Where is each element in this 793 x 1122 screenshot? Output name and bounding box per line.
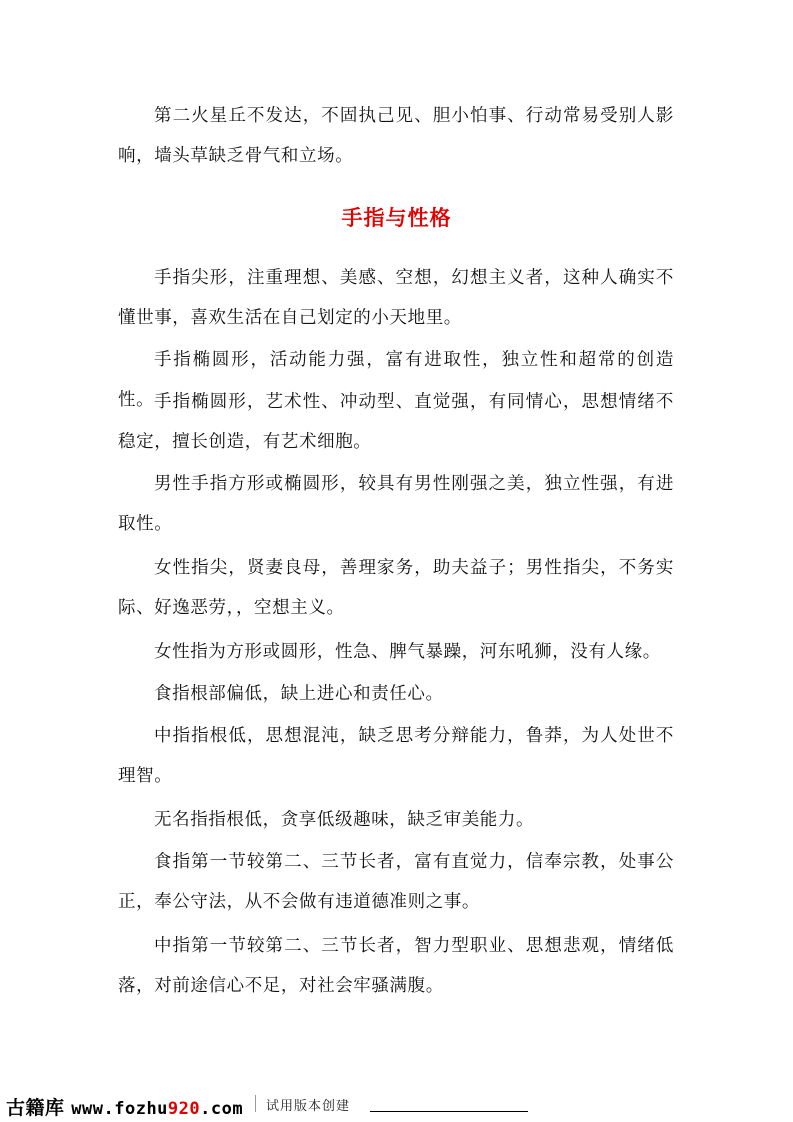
trial-version-note: 试用版本创建 [266, 1099, 351, 1114]
paragraph-11: 中指第一节较第二、三节长者，智力型职业、思想悲观，情绪低落，对前途信心不足，对社会牢骚满腹。 [118, 936, 674, 996]
paragraph-3: 手指椭圆形，艺术性、冲动型、直觉强，有同情心，思想情绪不稳定，擅长创造，有艺术细胞。 [118, 392, 674, 452]
footer-underline [370, 1111, 528, 1112]
paragraph-5: 女性指尖，贤妻良母，善理家务，助夫益子；男性指尖，不务实际、好逸恶劳，，空想主义。 [118, 558, 674, 618]
paragraph-7: 食指根部偏低，缺上进心和责任心。 [154, 684, 444, 704]
footer-bar [0, 1089, 793, 1119]
paragraph-9: 无名指指根低，贪享低级趣味，缺乏审美能力。 [154, 810, 535, 830]
site-url[interactable]: www.fozhu920.com [71, 1099, 244, 1119]
intro-paragraph: 第二火星丘不发达，不固执己见、胆小怕事、行动常易受别人影响，墙头草缺乏骨气和立场。 [118, 106, 674, 166]
paragraph-1: 手指尖形，注重理想、美感、空想，幻想主义者，这种人确实不懂世事，喜欢生活在自己划定的小天地里。 [118, 268, 674, 328]
site-name: 古籍库 [6, 1097, 65, 1119]
footer-divider [255, 1095, 256, 1112]
paragraph-8: 中指指根低，思想混沌，缺乏思考分辩能力，鲁莽，为人处世不理智。 [118, 726, 674, 786]
section-title: 手指与性格 [341, 206, 452, 230]
site-logo[interactable] [6, 1093, 243, 1120]
paragraph-4: 男性手指方形或椭圆形，较具有男性刚强之美，独立性强，有进取性。 [118, 474, 674, 534]
paragraph-10: 食指第一节较第二、三节长者，富有直觉力，信奉宗教，处事公正，奉公守法，从不会做有违道德准则之事。 [118, 852, 674, 912]
paragraph-2: 手指椭圆形，活动能力强，富有进取性，独立性和超常的创造性。 [118, 350, 674, 410]
paragraph-6: 女性指为方形或圆形，性急、脾气暴躁，河东吼狮，没有人缘。 [154, 642, 661, 662]
